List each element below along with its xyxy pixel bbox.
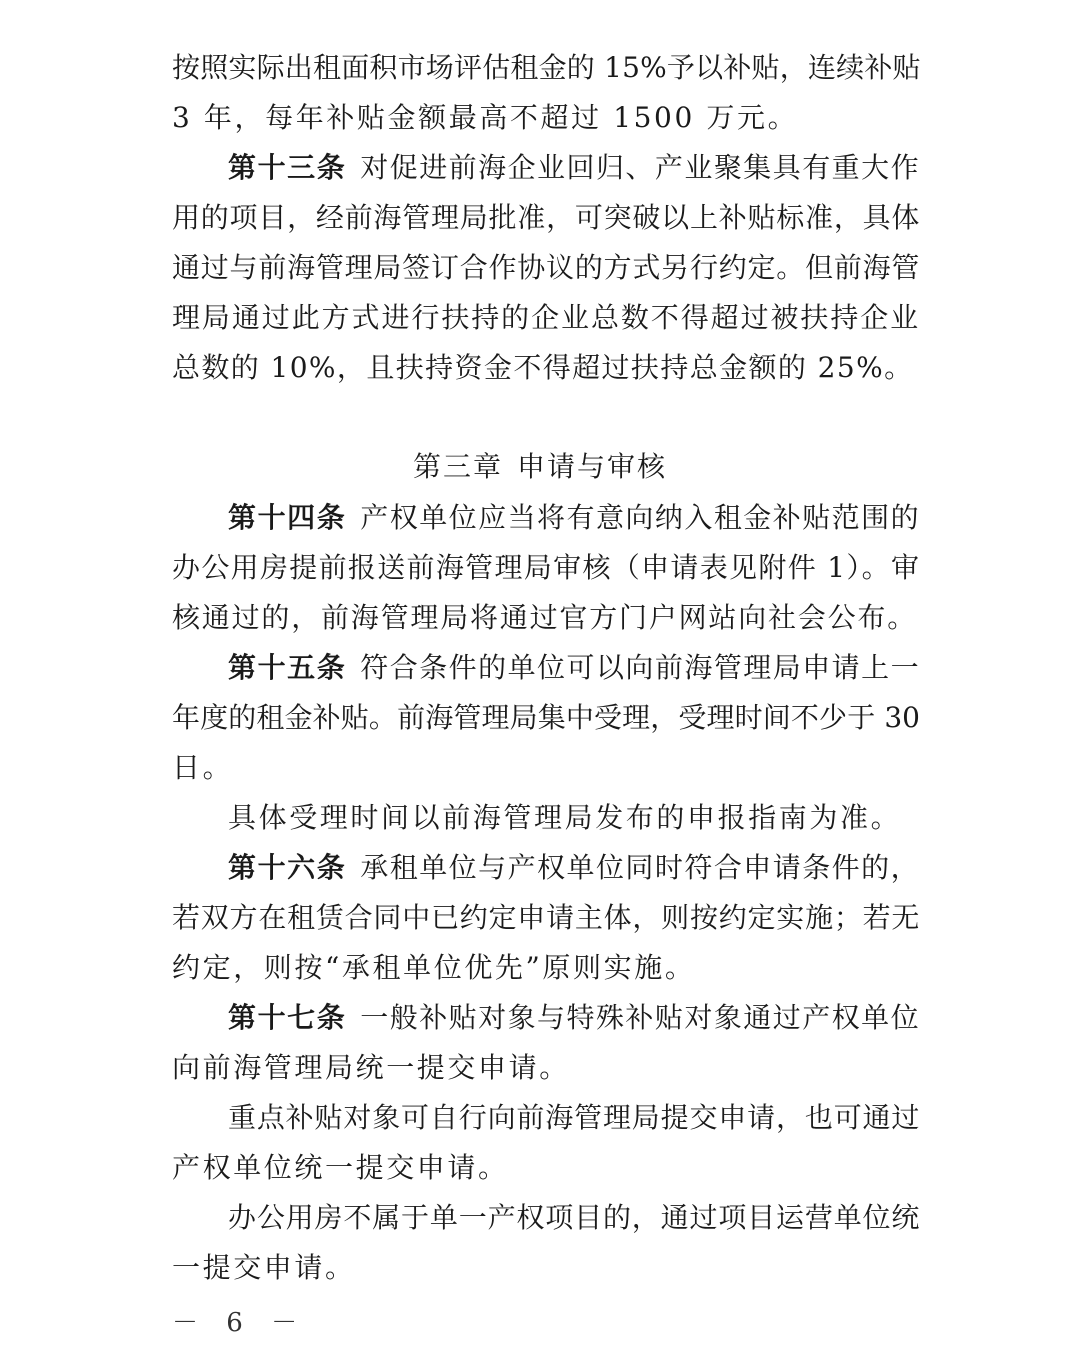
text-line: 办公用房不属于单一产权项目的，通过项目运营单位统 [228, 1201, 920, 1234]
text-line: 向前海管理局统一提交申请。 [172, 1051, 570, 1084]
article-13-text: 对促进前海企业回归、产业聚集具有重大作 [360, 151, 920, 184]
chapter-title: 申请与审核 [517, 450, 668, 483]
article-16-label: 第十六条 [228, 851, 347, 884]
article-16-first-line [228, 851, 920, 885]
text-line: 一提交申请。 [172, 1251, 356, 1284]
text-line: 用的项目，经前海管理局批准，可突破以上补贴标准，具体 [172, 201, 920, 234]
chapter-number: 第三章 [412, 450, 503, 483]
text-line: 按照实际出租面积市场评估租金的 15%予以补贴，连续补贴 [172, 51, 921, 84]
text-line: 产权单位统一提交申请。 [172, 1151, 509, 1184]
text-line: 理局通过此方式进行扶持的企业总数不得超过被扶持企业 [172, 301, 920, 334]
chapter-heading [0, 450, 1080, 484]
text-line: 约定，则按“承租单位优先”原则实施。 [172, 951, 696, 984]
text-line: 年度的租金补贴。前海管理局集中受理，受理时间不少于 30 [172, 701, 920, 734]
article-17-label: 第十七条 [228, 1001, 347, 1034]
article-15-first-line [228, 651, 920, 685]
article-16-text: 承租单位与产权单位同时符合申请条件的， [360, 851, 920, 884]
text-line: 通过与前海管理局签订合作协议的方式另行约定。但前海管 [172, 251, 920, 284]
page-number: － 6 － [172, 1308, 308, 1338]
article-15-label: 第十五条 [228, 651, 347, 684]
text-line: 办公用房提前报送前海管理局审核（申请表见附件 1）。审 [172, 551, 920, 584]
article-13-first-line [228, 151, 920, 185]
article-17-first-line [228, 1001, 920, 1035]
article-17-text: 一般补贴对象与特殊补贴对象通过产权单位 [360, 1001, 920, 1034]
article-14-text: 产权单位应当将有意向纳入租金补贴范围的 [360, 501, 920, 534]
text-line: 具体受理时间以前海管理局发布的申报指南为准。 [228, 801, 902, 834]
article-13-label: 第十三条 [228, 151, 347, 184]
text-line: 若双方在租赁合同中已约定申请主体，则按约定实施；若无 [172, 901, 920, 934]
text-line: 总数的 10%，且扶持资金不得超过扶持总金额的 25%。 [172, 351, 914, 384]
article-15-text: 符合条件的单位可以向前海管理局申请上一 [360, 651, 920, 684]
text-line: 核通过的，前海管理局将通过官方门户网站向社会公布。 [172, 601, 918, 634]
text-line: 日。 [172, 751, 234, 784]
text-line: 3 年，每年补贴金额最高不超过 1500 万元。 [172, 101, 799, 134]
text-line: 重点补贴对象可自行向前海管理局提交申请，也可通过 [228, 1101, 920, 1134]
article-14-label: 第十四条 [228, 501, 347, 534]
article-14-first-line [228, 501, 920, 535]
